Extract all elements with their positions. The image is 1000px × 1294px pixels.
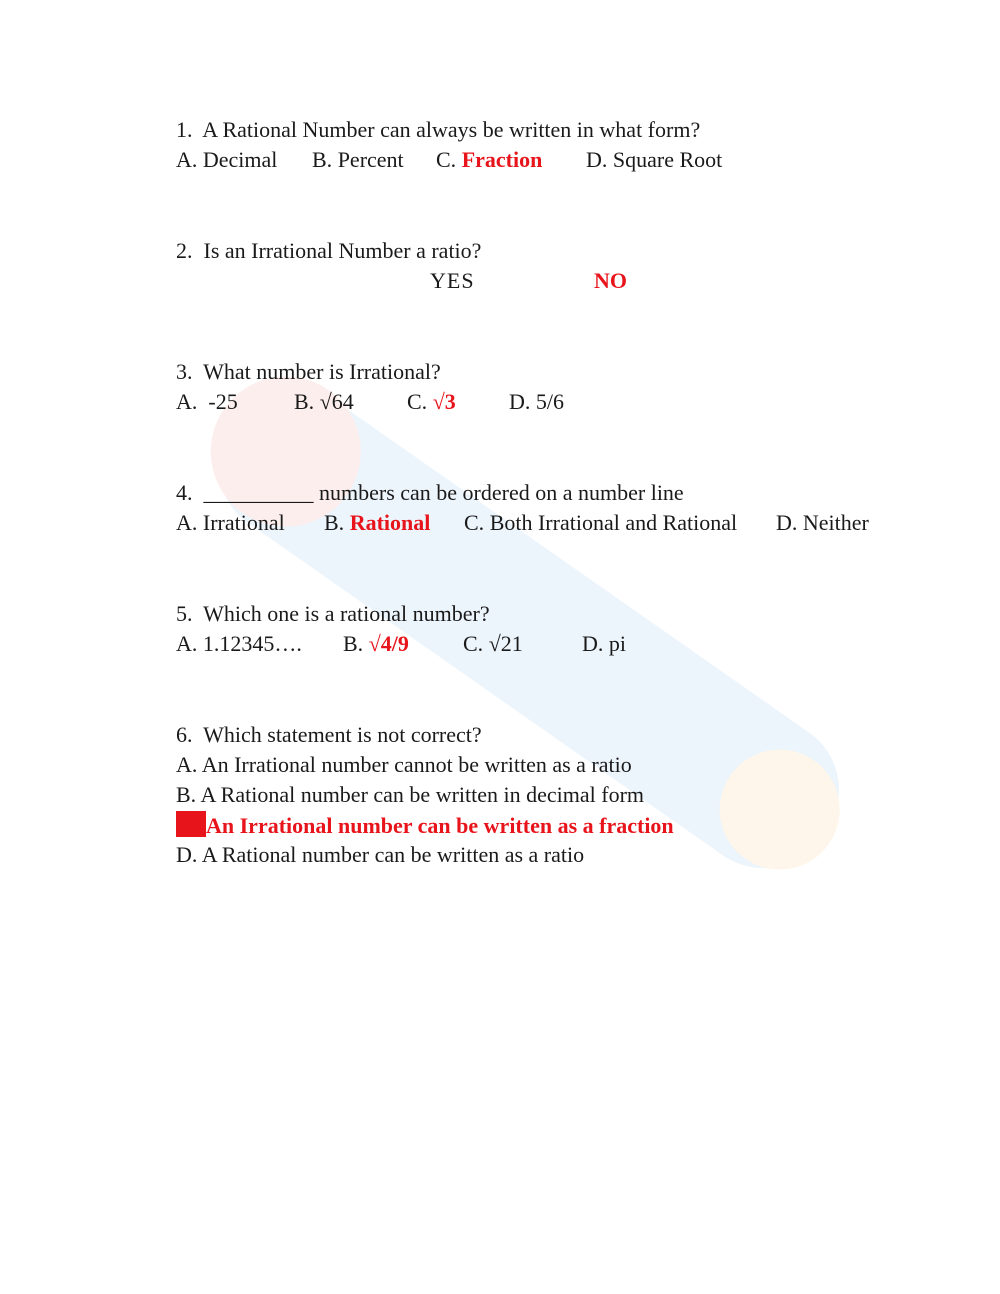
option-text: -25 xyxy=(208,389,238,414)
question-6 xyxy=(176,721,482,749)
question-number: 3. xyxy=(176,359,193,384)
option-text: A Rational number can be written as a ratio xyxy=(201,842,585,867)
option-a xyxy=(176,388,238,416)
question-3 xyxy=(176,358,441,386)
option-text: Decimal xyxy=(202,147,278,172)
option-text: Neither xyxy=(802,510,869,535)
correct-answer: An Irrational number can be written as a fraction xyxy=(206,813,674,838)
question-text: Which statement is not correct? xyxy=(203,722,482,747)
option-text: √21 xyxy=(488,631,523,656)
question-text: Is an Irrational Number a ratio? xyxy=(203,238,482,263)
redacted-label-box xyxy=(176,811,206,837)
option-label: A. xyxy=(176,147,198,172)
option-text: A Rational number can be written in decimal form xyxy=(200,782,645,807)
option-d xyxy=(776,509,869,537)
option-label: D. xyxy=(586,147,608,172)
question-number: 6. xyxy=(176,722,193,747)
option-b xyxy=(324,509,430,537)
option-c xyxy=(464,509,737,537)
option-label: D. xyxy=(776,510,798,535)
option-c xyxy=(436,146,542,174)
question-text: A Rational Number can always be written in what form? xyxy=(202,117,701,142)
question-number: 5. xyxy=(176,601,193,626)
correct-answer: NO xyxy=(594,268,627,293)
option-d xyxy=(582,630,626,658)
option-label: C. xyxy=(464,510,485,535)
option-label: C. xyxy=(463,631,484,656)
correct-answer: √4/9 xyxy=(368,631,409,656)
question-4 xyxy=(176,479,684,507)
option-text: √64 xyxy=(319,389,354,414)
question-number: 2. xyxy=(176,238,193,263)
option-c xyxy=(407,388,456,416)
question-text: __________ numbers can be ordered on a number line xyxy=(203,480,684,505)
option-text: pi xyxy=(608,631,627,656)
option-b xyxy=(294,388,354,416)
option-b xyxy=(176,781,644,809)
option-label: A. xyxy=(176,752,198,777)
option-label: A. xyxy=(176,631,198,656)
option-label: A. xyxy=(176,389,198,414)
option-label: B. xyxy=(176,782,197,807)
option-label: B. xyxy=(312,147,333,172)
option-a xyxy=(176,509,285,537)
option-text: Irrational xyxy=(202,510,285,535)
option-text: An Irrational number cannot be written as a ratio xyxy=(201,752,632,777)
option-label: B. xyxy=(343,631,364,656)
option-label: A. xyxy=(176,510,198,535)
question-text: Which one is a rational number? xyxy=(203,601,490,626)
option-label: D. xyxy=(176,842,198,867)
correct-answer: √3 xyxy=(432,389,456,414)
option-a xyxy=(176,146,277,174)
question-number: 1. xyxy=(176,117,193,142)
question-5 xyxy=(176,600,490,628)
option-label: C. xyxy=(407,389,428,414)
option-text: Both Irrational and Rational xyxy=(489,510,738,535)
option-label: D. xyxy=(582,631,604,656)
correct-answer: Fraction xyxy=(461,147,543,172)
correct-answer: Rational xyxy=(349,510,431,535)
option-b xyxy=(343,630,409,658)
question-text: What number is Irrational? xyxy=(203,359,441,384)
option-c xyxy=(463,630,523,658)
option-b xyxy=(312,146,404,174)
option-d xyxy=(586,146,722,174)
option-d xyxy=(509,388,564,416)
option-text: 1.12345…. xyxy=(202,631,302,656)
option-label: C. xyxy=(436,147,457,172)
option-label: B. xyxy=(324,510,345,535)
question-2 xyxy=(176,237,481,265)
option-d xyxy=(176,841,584,869)
option-label: D. xyxy=(509,389,531,414)
option-a xyxy=(176,630,302,658)
option-text: 5/6 xyxy=(535,389,565,414)
option-yes: YES xyxy=(430,268,475,293)
option-text: Percent xyxy=(337,147,404,172)
option-c xyxy=(176,811,674,840)
question-1 xyxy=(176,116,700,144)
question-number: 4. xyxy=(176,480,193,505)
option-label: B. xyxy=(294,389,315,414)
option-text: Square Root xyxy=(612,147,723,172)
option-a xyxy=(176,751,632,779)
